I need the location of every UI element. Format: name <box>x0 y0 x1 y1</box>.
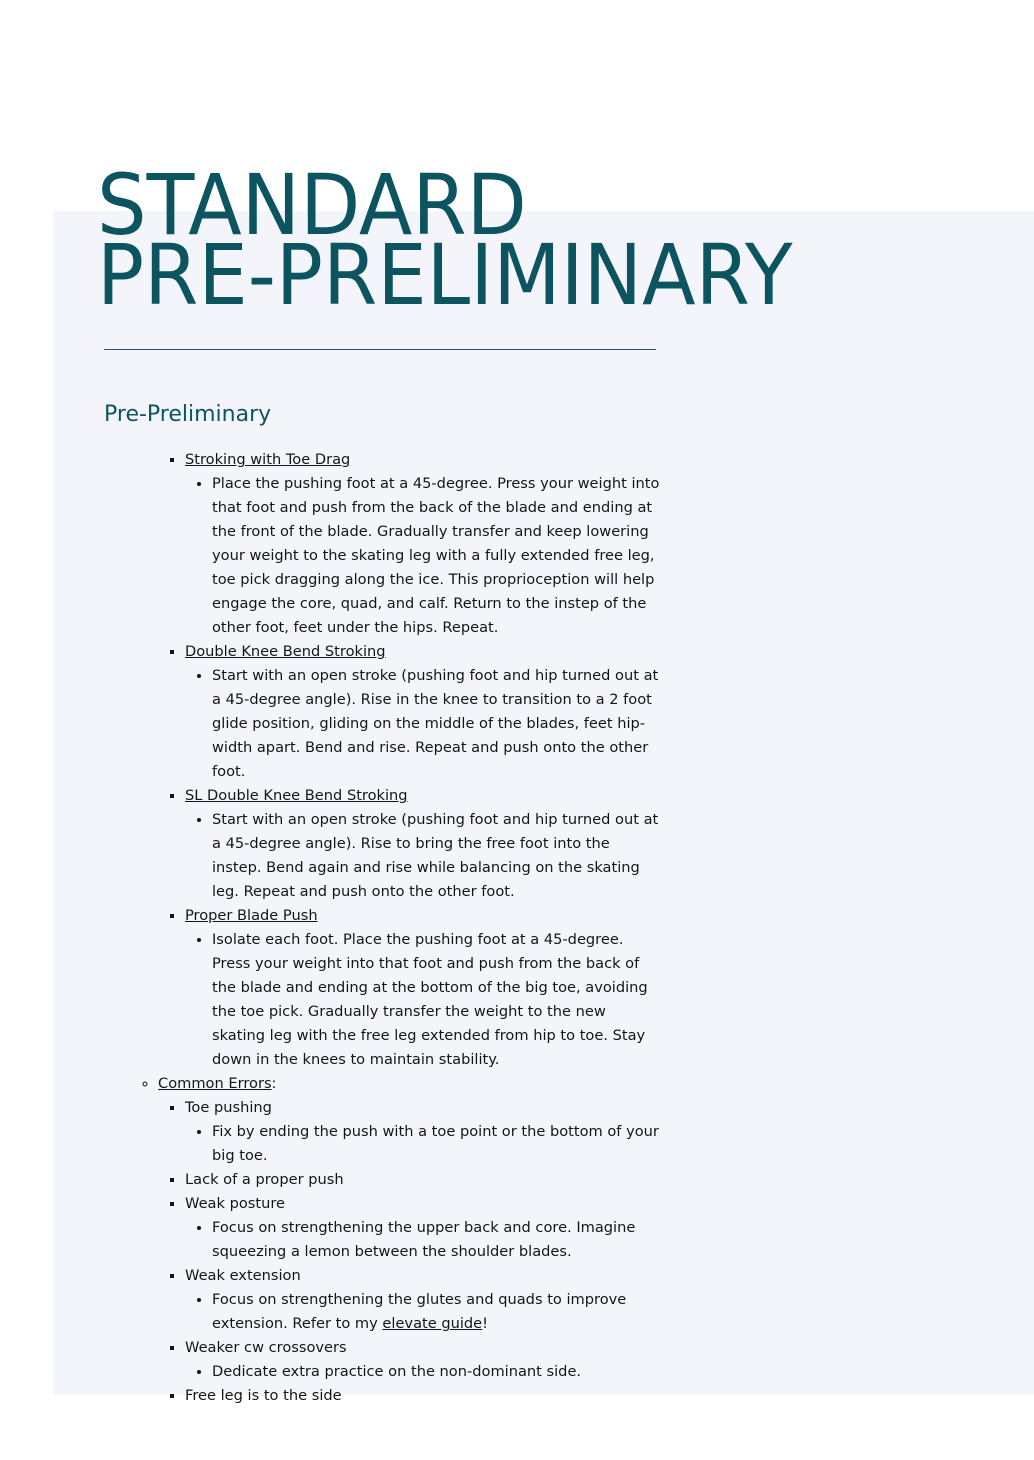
list-item: • Start with an open stroke (pushing foot and hip turned out at a 45-degree angle). Rise in the knee to transition to a 2 foot glide position, gliding on the middle of the blades, feet hip-width apart. Bend and rise. Repeat and push onto the other foot. <box>212 664 662 784</box>
list-item <box>185 1096 700 1168</box>
list-item <box>185 1264 700 1336</box>
drill-link-stroking-toe-drag[interactable]: Stroking with Toe Drag <box>185 451 351 468</box>
common-errors-colon: : <box>271 1075 277 1092</box>
list-item: • Place the pushing foot at a 45-degree. Press your weight into that foot and push from the back of the blade and ending at the front of the blade. Gradually transfer and keep lowering your weight to the skating leg with a fully extended free leg, toe pick dragging along the ice. This proprioception will help engage the core, quad, and calf. Return to the instep of the other foot, feet under the hips. Repeat. <box>212 472 662 640</box>
error-label: Weak extension <box>185 1267 301 1284</box>
error-label: Toe pushing <box>185 1099 272 1116</box>
drill-list <box>0 448 700 1072</box>
drill-link-sl-double-knee-bend[interactable]: SL Double Knee Bend Stroking <box>185 787 408 804</box>
list-item <box>185 1384 700 1408</box>
elevate-guide-link[interactable]: elevate guide <box>382 1315 483 1332</box>
list-item <box>212 1288 662 1336</box>
list-item: • Start with an open stroke (pushing foot and hip turned out at a 45-degree angle). Rise to bring the free foot into the instep. Bend again and rise while balancing on the skating leg. Repeat and push onto the other foot. <box>212 808 662 904</box>
fix-suffix: ! <box>482 1315 489 1332</box>
list-item <box>158 1072 700 1408</box>
list-item <box>185 1168 700 1192</box>
content-body <box>0 448 700 1408</box>
list-item <box>185 1192 700 1264</box>
list-item: • Isolate each foot. Place the pushing foot at a 45-degree. Press your weight into that foot and push from the back of the blade and ending at the bottom of the big toe, avoiding the toe pick. Gradually transfer the weight to the new skating leg with the free leg extended from hip to toe. Stay down in the knees to maintain stability. <box>212 928 662 1072</box>
page-title <box>97 156 793 324</box>
title-line-1: STANDARD <box>97 156 527 254</box>
error-label: Weak posture <box>185 1195 286 1212</box>
error-label: Free leg is to the side <box>185 1387 342 1404</box>
title-line-2: PRE-PRELIMINARY <box>97 226 793 324</box>
error-label: Lack of a proper push <box>185 1171 344 1188</box>
common-errors-list <box>0 1072 700 1408</box>
list-item <box>185 1336 700 1384</box>
common-errors-link[interactable]: Common Errors <box>158 1075 272 1092</box>
section-heading: Pre-Preliminary <box>104 402 272 427</box>
list-item <box>185 640 700 784</box>
list-item: • Focus on strengthening the upper back and core. Imagine squeezing a lemon between the shoulder blades. <box>212 1216 662 1264</box>
drill-link-double-knee-bend[interactable]: Double Knee Bend Stroking <box>185 643 386 660</box>
list-item: • Fix by ending the push with a toe point or the bottom of your big toe. <box>212 1120 662 1168</box>
list-item: • Dedicate extra practice on the non-dominant side. <box>212 1360 662 1384</box>
list-item <box>185 904 700 1072</box>
fix-text: Focus on strengthening the glutes and quads to improve extension. Refer to my <box>212 1291 627 1332</box>
list-item <box>185 784 700 904</box>
error-label: Weaker cw crossovers <box>185 1339 347 1356</box>
list-item <box>185 448 700 640</box>
drill-link-proper-blade-push[interactable]: Proper Blade Push <box>185 907 318 924</box>
title-divider <box>104 349 656 350</box>
